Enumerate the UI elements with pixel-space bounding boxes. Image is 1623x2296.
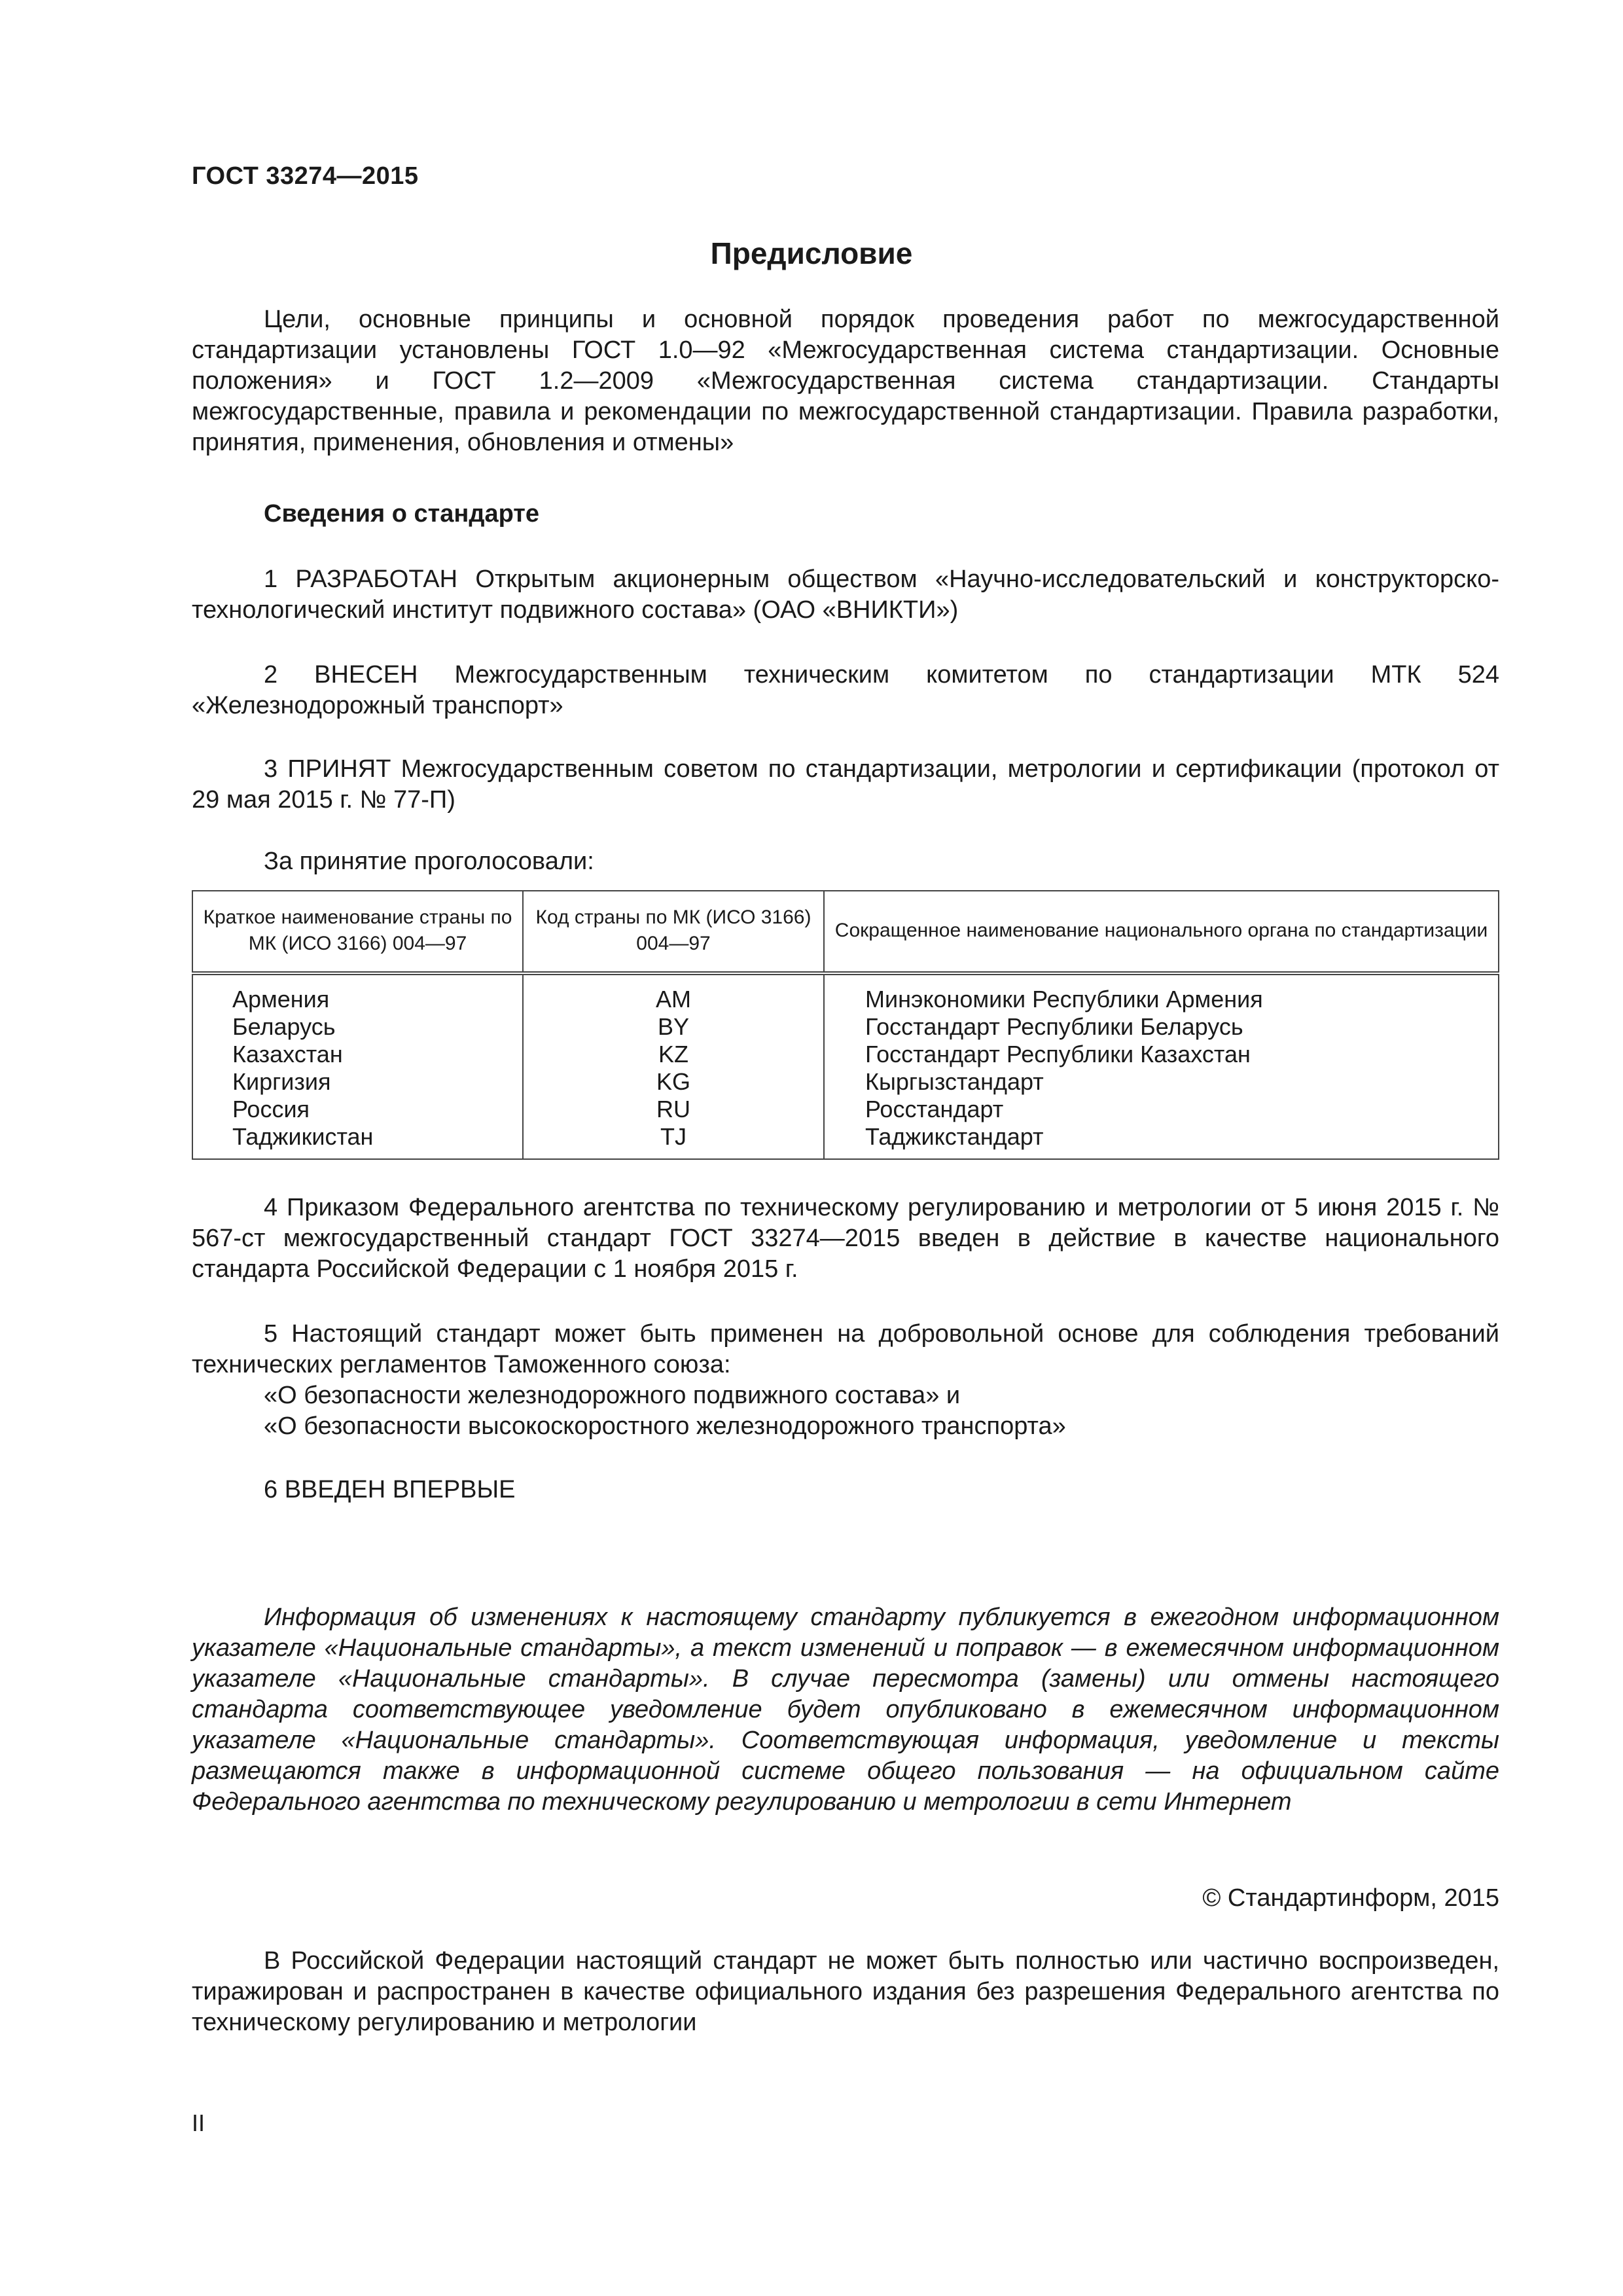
votes-caption: За принятие проголосовали: [264, 848, 594, 875]
table-header-row [192, 891, 1499, 973]
table-row [192, 1041, 1499, 1068]
table-row [192, 1096, 1499, 1123]
item-3-adopted: 3 ПРИНЯТ Межгосударственным советом по стандартизации, метрологии и сертификации (протокол от 29 мая 2015 г. № 77-П) [192, 755, 1499, 814]
item-5-regulation-1: «О безопасности железнодорожного подвижного состава» и [264, 1382, 961, 1409]
item-6-introduced: 6 ВВЕДЕН ВПЕРВЫЕ [264, 1476, 516, 1503]
standards-authority: Госстандарт Республики Казахстан [824, 1041, 1499, 1068]
page-number: II [192, 2109, 205, 2136]
item-2-submitted: 2 ВНЕСЕН Межгосударственным техническим комитетом по стандартизации МТК 524 «Железнодорожный транспорт» [192, 661, 1499, 719]
item-5-voluntary: 5 Настоящий стандарт может быть применен на добровольной основе для соблюдения требований технических регламентов Таможенного союза: [192, 1320, 1499, 1378]
info-heading: Сведения о стандарте [264, 500, 540, 528]
item-4-order: 4 Приказом Федерального агентства по техническому регулированию и метрологии от 5 июня 2015 г. № 567-ст межгосударственный стандарт ГОСТ 33274—2015 введен в действие в качестве национального стандарта Российской Федерации с 1 ноября 2015 г. [192, 1194, 1499, 1283]
standards-authority: Таджикстандарт [824, 1123, 1499, 1159]
country-name: Армения [192, 973, 523, 1013]
item-1-developed: 1 РАЗРАБОТАН Открытым акционерным обществом «Научно-исследовательский и конструкторско-технологический институт подвижного состава» (ОАО «ВНИКТИ») [192, 565, 1499, 624]
standards-authority: Минэкономики Республики Армения [824, 973, 1499, 1013]
country-name: Россия [192, 1096, 523, 1123]
country-code: BY [523, 1013, 824, 1041]
country-name: Казахстан [192, 1041, 523, 1068]
changes-notice: Информация об изменениях к настоящему стандарту публикуется в ежегодном информационном указателе «Национальные стандарты», а текст изменений и поправок — в ежемесячном информационном указателе «Национальные стандарты». В случае пересмотра (замены) или отмены настоящего стандарта соответствующее уведомление будет опубликовано в ежемесячном информационном указателе «Национальные стандарты». Соответствующая информация, уведомление и тексты размещаются также в информационной системе общего пользования — на официальном сайте Федерального агентства по техническому регулированию и метрологии в сети Интернет [192, 1604, 1499, 1816]
page-title: Предисловие [710, 236, 913, 270]
country-code: KZ [523, 1041, 824, 1068]
country-name: Беларусь [192, 1013, 523, 1041]
intro-paragraph: Цели, основные принципы и основной порядок проведения работ по межгосударственной стандартизации установлены ГОСТ 1.0—92 «Межгосударственная система стандартизации. Основные положения» и ГОСТ 1.2—2009 «Межгосударственная система стандартизации. Стандарты межгосударственные, правила и рекомендации по межгосударственной стандартизации. Правила разработки, принятия, применения, обновления и отмены» [192, 306, 1499, 456]
copyright: © Стандартинформ, 2015 [1202, 1884, 1499, 1912]
country-name: Киргизия [192, 1068, 523, 1096]
standards-authority: Росстандарт [824, 1096, 1499, 1123]
column-header-code: Код страны по МК (ИСО 3166) 004—97 [523, 891, 824, 973]
standards-authority: Госстандарт Республики Беларусь [824, 1013, 1499, 1041]
table-row [192, 1123, 1499, 1159]
document-code: ГОСТ 33274—2015 [192, 162, 419, 190]
table-row [192, 1068, 1499, 1096]
country-code: AM [523, 973, 824, 1013]
rights-notice: В Российской Федерации настоящий стандарт не может быть полностью или частично воспроизведен, тиражирован и распространен в качестве официального издания без разрешения Федерального агентства по техническому регулированию и метрологии [192, 1947, 1499, 2036]
country-name: Таджикистан [192, 1123, 523, 1159]
votes-table [192, 890, 1499, 1160]
country-code: RU [523, 1096, 824, 1123]
item-5-regulation-2: «О безопасности высокоскоростного железнодорожного транспорта» [264, 1412, 1066, 1440]
standards-authority: Кыргызстандарт [824, 1068, 1499, 1096]
country-code: TJ [523, 1123, 824, 1159]
column-header-country: Краткое наименование страны по МК (ИСО 3166) 004—97 [192, 891, 523, 973]
table-row [192, 1013, 1499, 1041]
column-header-authority: Сокращенное наименование национального органа по стандартизации [824, 891, 1499, 973]
country-code: KG [523, 1068, 824, 1096]
table-row [192, 973, 1499, 1013]
